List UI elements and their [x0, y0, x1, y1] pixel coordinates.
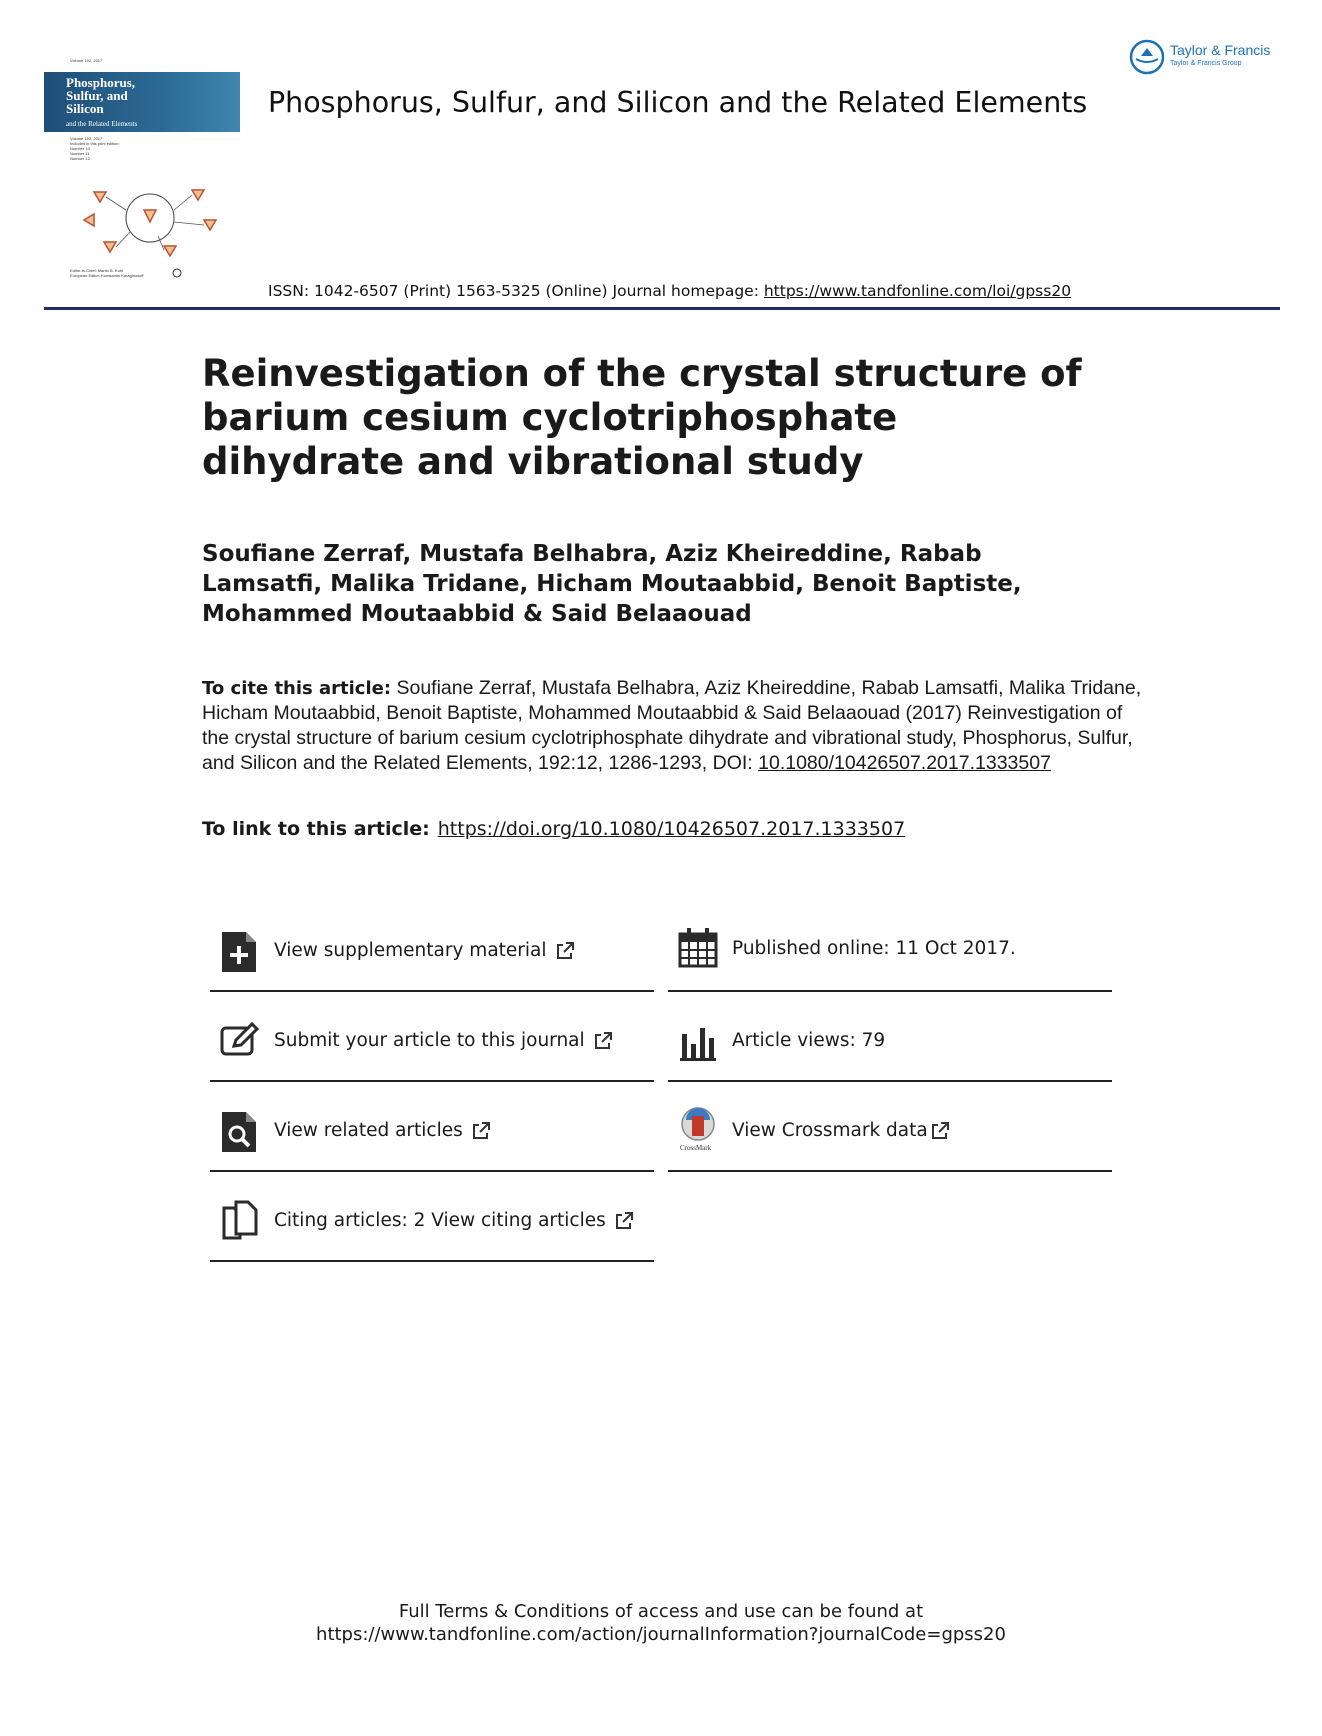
cover-volume: Volume 192, 2017: [70, 58, 103, 63]
journal-title: Phosphorus, Sulfur, and Silicon and the Related Elements: [268, 86, 1088, 119]
document-search-icon: [220, 1110, 260, 1154]
journal-cover-thumbnail: [44, 58, 240, 282]
row-divider: [210, 1080, 654, 1082]
citation-label: To cite this article:: [202, 678, 392, 699]
document-plus-icon: [220, 930, 260, 974]
article-doi-link[interactable]: https://doi.org/10.1080/10426507.2017.1333507: [437, 818, 906, 840]
citation-text: Soufiane Zerraf, Mustafa Belhabra, Aziz Kheireddine, Rabab Lamsatfi, Malika Tridane, Hicham Moutaabbid, Benoit Baptiste, Mohammed Moutaabbid & Said Belaaouad (2017) Reinvestigation of the crystal structure of barium cesium cyclotriphosphate dihydrate and vibrational study, Phosphorus, Sulfur, and Silicon and the Related Elements, 192:12, 1286-1293, DOI:: [202, 677, 1142, 774]
publisher-logo[interactable]: [1128, 36, 1298, 76]
edit-icon: [220, 1020, 260, 1064]
cover-title-band: [44, 72, 240, 132]
publisher-logo-icon: [1128, 38, 1166, 76]
row-divider: [210, 1170, 654, 1172]
supplementary-material-link[interactable]: [210, 912, 654, 992]
cover-notes: Volume 192, 2017 Included in this print edition: Number 10 Number 11 Number 12: [70, 136, 120, 161]
copy-documents-icon: [220, 1200, 260, 1244]
header-divider: [44, 307, 1280, 310]
cover-molecule-illustration: [64, 170, 244, 266]
article-link-row: [202, 818, 905, 840]
crossmark-link[interactable]: [668, 1092, 1112, 1172]
crossmark-logo-text: CrossMark: [680, 1144, 712, 1152]
journal-homepage-link[interactable]: https://www.tandfonline.com/loi/gpss20: [763, 282, 1072, 300]
article-link-label: To link to this article:: [202, 818, 430, 840]
article-views-info: [668, 1002, 1112, 1082]
row-divider: [668, 990, 1112, 992]
article-authors: Soufiane Zerraf, Mustafa Belhabra, Aziz Kheireddine, Rabab Lamsatfi, Malika Tridane, Hicham Moutaabbid, Benoit Baptiste, Mohammed Moutaabbid & Said Belaaouad: [202, 541, 1022, 627]
row-divider: [668, 1170, 1112, 1172]
related-articles-label: View related articles: [274, 1120, 463, 1141]
footer-terms-text: Full Terms & Conditions of access and use can be found at: [398, 1601, 924, 1622]
row-divider: [668, 1080, 1112, 1082]
citation-doi-link[interactable]: 10.1080/10426507.2017.1333507: [758, 752, 1051, 774]
bar-chart-icon: [678, 1020, 718, 1064]
row-divider: [210, 1260, 654, 1262]
footer: [0, 1600, 1322, 1646]
submit-article-label: Submit your article to this journal: [274, 1030, 585, 1051]
article-title: Reinvestigation of the crystal structure of barium cesium cyclotriphosphate dihydrate and vibrational study: [202, 352, 1082, 483]
citation-block: [202, 676, 1142, 776]
external-link-icon: [471, 1121, 491, 1141]
published-online-label: Published online: 11 Oct 2017.: [732, 938, 1016, 959]
cover-subtitle: and the Related Elements: [66, 120, 138, 128]
footer-terms-link[interactable]: https://www.tandfonline.com/action/journalInformation?journalCode=gpss20: [316, 1624, 1006, 1645]
row-divider: [210, 990, 654, 992]
submit-article-link[interactable]: [210, 1002, 654, 1082]
issn-line: [268, 282, 1071, 300]
external-link-icon: [614, 1211, 634, 1231]
citing-articles-link[interactable]: [210, 1182, 654, 1262]
issn-text: ISSN: 1042-6507 (Print) 1563-5325 (Online) Journal homepage:: [268, 282, 764, 300]
calendar-icon: [678, 926, 718, 970]
citing-articles-label: Citing articles: 2 View citing articles: [274, 1210, 606, 1231]
crossmark-label: View Crossmark data: [732, 1120, 928, 1141]
supplementary-material-label: View supplementary material: [274, 940, 547, 961]
external-link-icon: [593, 1031, 613, 1051]
publisher-group: Taylor & Francis Group: [1170, 60, 1242, 67]
publisher-name: Taylor & Francis: [1170, 42, 1271, 58]
article-views-label: Article views: 79: [732, 1030, 886, 1051]
external-link-icon: [555, 941, 575, 961]
cover-publisher-icon: [172, 268, 182, 278]
published-online-info: [668, 912, 1112, 992]
external-link-icon: [930, 1121, 950, 1141]
related-articles-link[interactable]: [210, 1092, 654, 1172]
cover-title: Phosphorus, Sulfur, and Silicon: [66, 75, 135, 116]
cover-editors: Editor-in-Chief: Martin B. Kuhl European Editor: Konstantin Karaghiosoff: [70, 268, 144, 278]
